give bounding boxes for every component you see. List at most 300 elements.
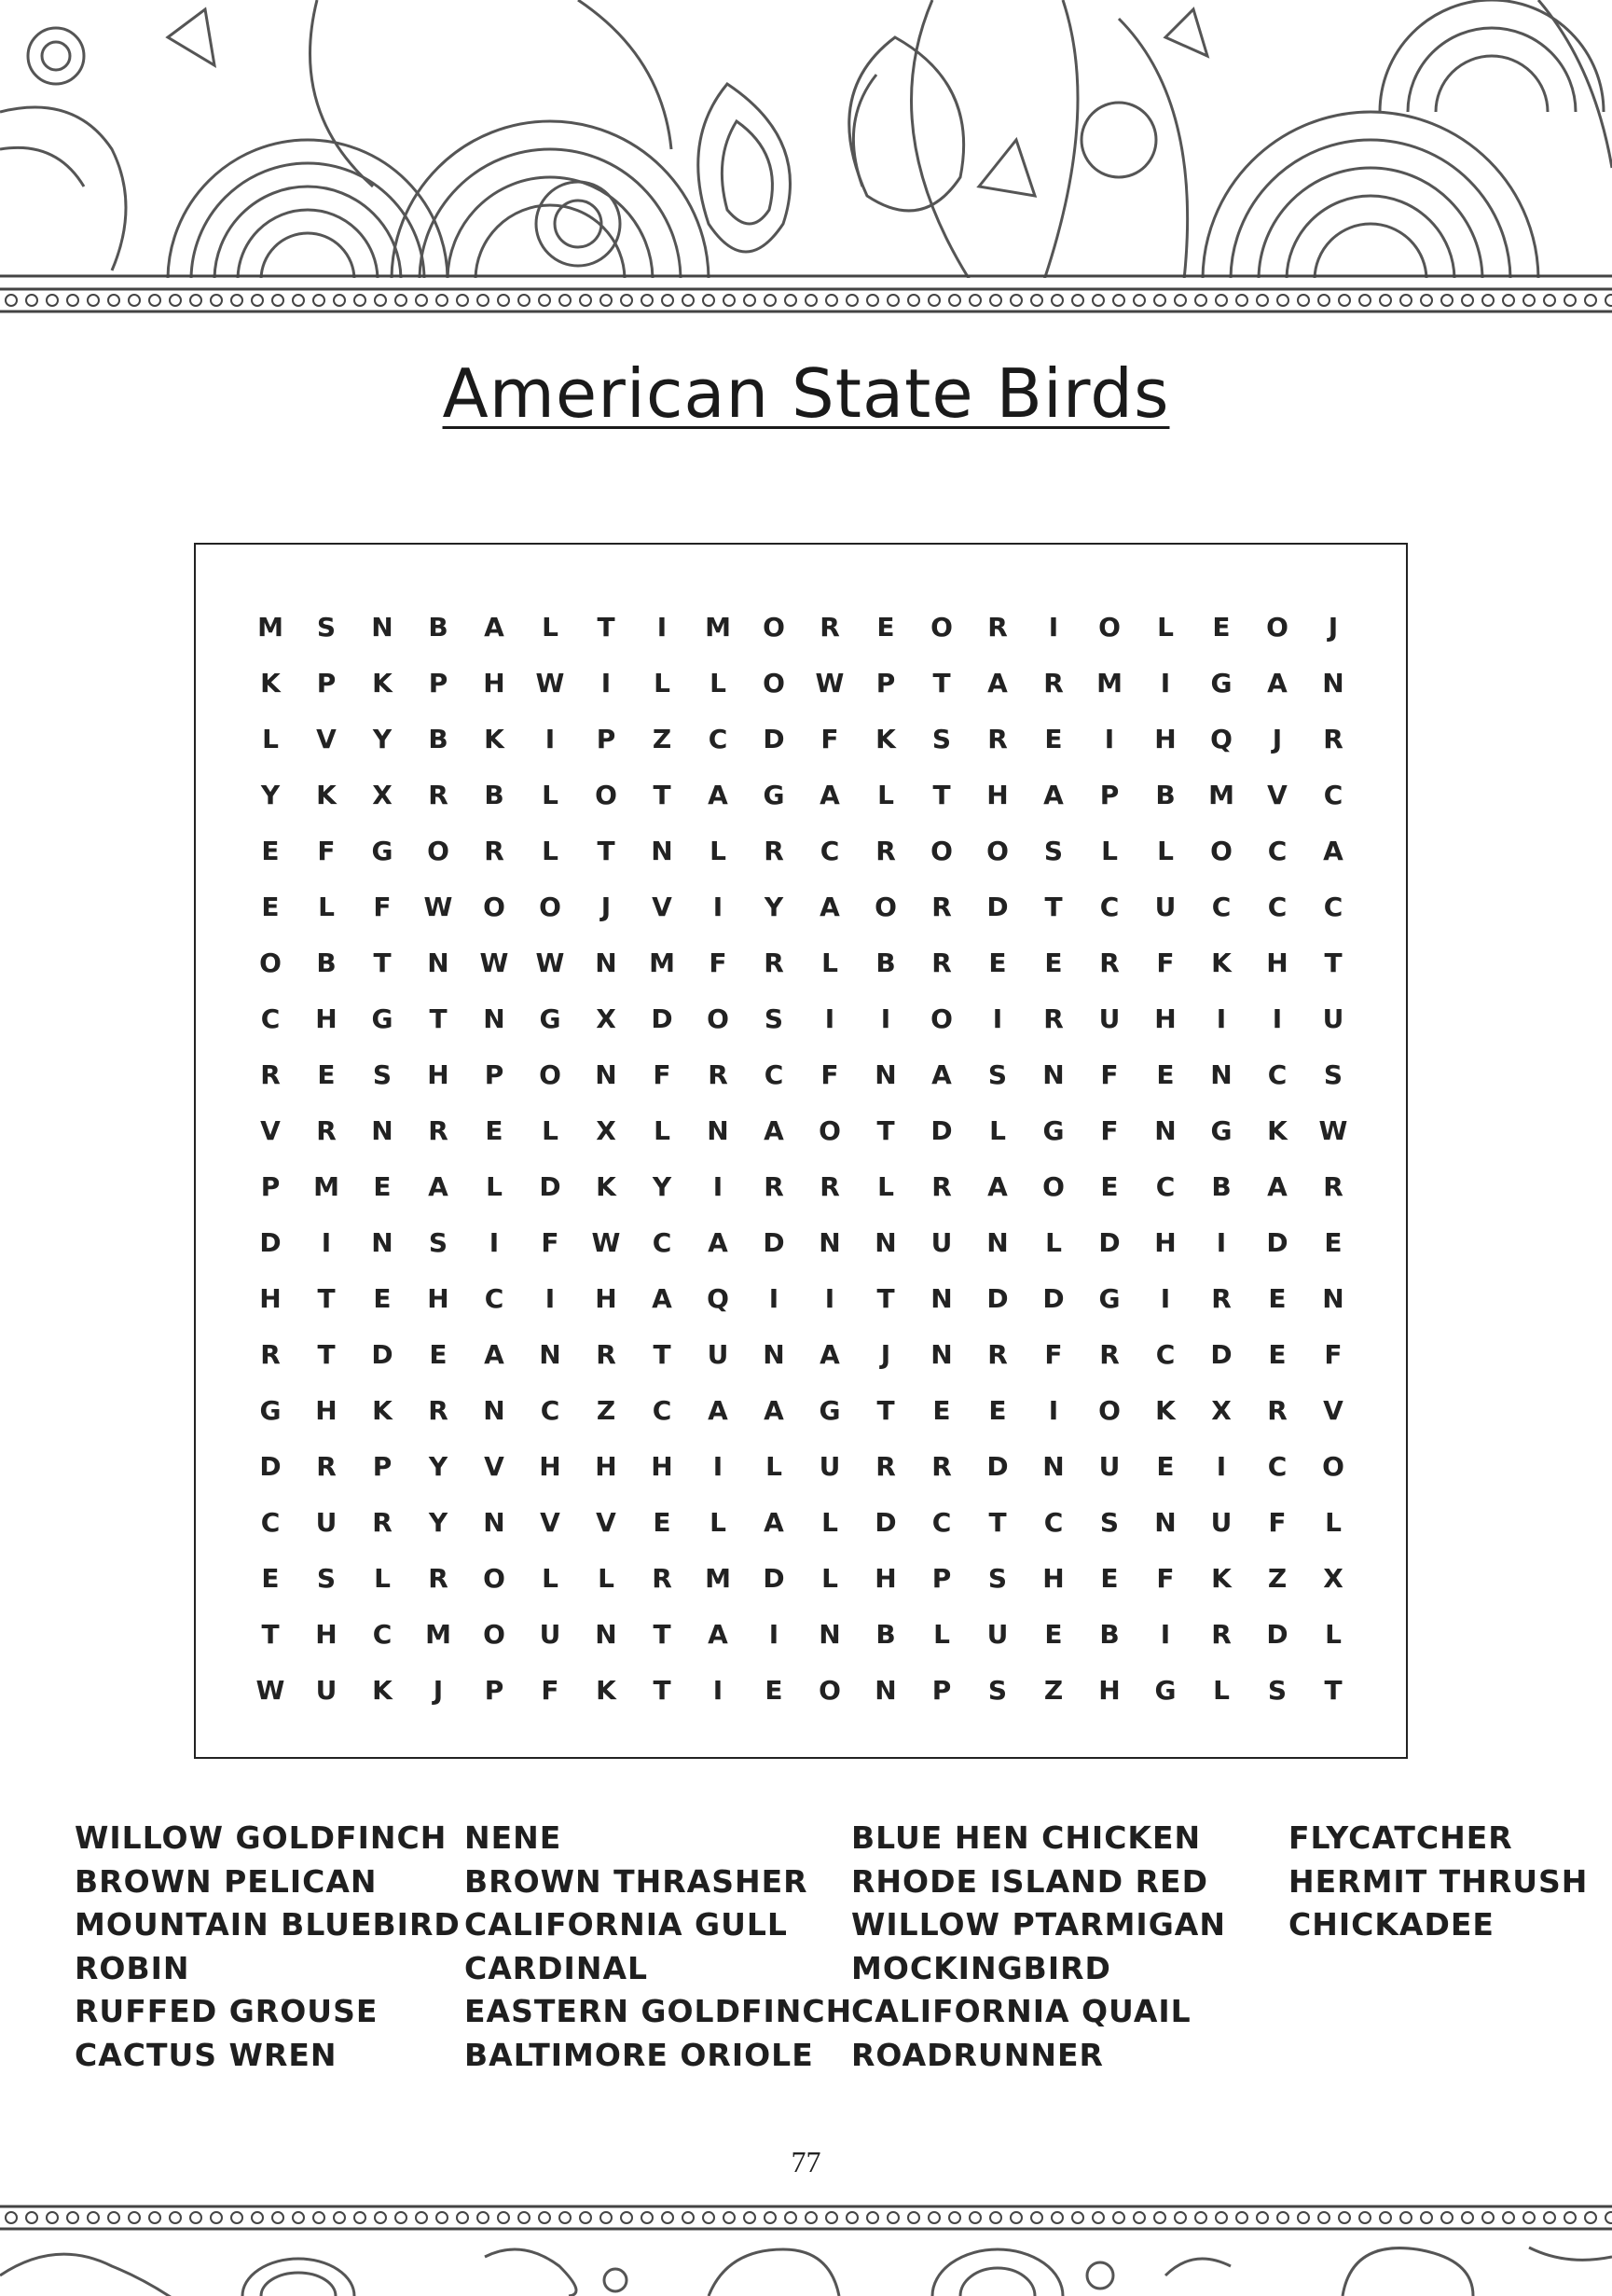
- band-circle: [785, 2212, 796, 2223]
- letter-grid: [242, 599, 1361, 1718]
- grid-letter: V: [316, 723, 337, 754]
- grid-letter: N: [595, 1058, 617, 1090]
- grid-letter: L: [710, 835, 726, 866]
- grid-letter: S: [316, 1562, 337, 1594]
- grid-letter: N: [763, 1338, 785, 1370]
- grid-letter: K: [372, 667, 393, 698]
- grid-letter: C: [540, 1394, 560, 1426]
- grid-letter: D: [1266, 1226, 1288, 1258]
- band-circle: [1544, 295, 1555, 306]
- band-circle: [293, 2212, 304, 2223]
- grid-letter: H: [595, 1450, 617, 1482]
- grid-letter: Z: [596, 1394, 616, 1426]
- grid-letter: I: [1160, 667, 1171, 698]
- grid-letter: D: [1266, 1618, 1288, 1650]
- grid-letter: W: [535, 667, 565, 698]
- grid-letter: A: [1323, 835, 1343, 866]
- grid-letter: G: [819, 1394, 841, 1426]
- grid-letter: H: [539, 1450, 561, 1482]
- grid-letter: D: [371, 1338, 393, 1370]
- band-circle: [1605, 2212, 1612, 2223]
- grid-letter: K: [1267, 1114, 1288, 1146]
- band-circle: [1523, 295, 1535, 306]
- grid-letter: A: [708, 1394, 728, 1426]
- grid-letter: R: [1211, 1618, 1232, 1650]
- grid-letter: S: [987, 1562, 1008, 1594]
- band-circle: [867, 2212, 878, 2223]
- grid-letter: K: [372, 1394, 393, 1426]
- band-circle: [1380, 295, 1391, 306]
- grid-letter: F: [820, 723, 839, 754]
- grid-letter: D: [1042, 1282, 1065, 1314]
- grid-letter: H: [1154, 1226, 1177, 1258]
- band-circle: [1298, 295, 1309, 306]
- grid-letter: O: [539, 1058, 561, 1090]
- grid-letter: E: [1100, 1562, 1119, 1594]
- grid-letter: T: [932, 779, 951, 810]
- grid-letter: M: [313, 1170, 339, 1202]
- band-circle: [580, 2212, 591, 2223]
- grid-letter: T: [597, 611, 615, 643]
- grid-letter: U: [1322, 1003, 1344, 1034]
- band-circle: [1277, 295, 1288, 306]
- grid-letter: R: [820, 1170, 840, 1202]
- grid-letter: N: [651, 835, 673, 866]
- grid-letter: I: [824, 1282, 835, 1314]
- grid-letter: A: [764, 1506, 784, 1538]
- grid-letter: O: [875, 891, 897, 922]
- grid-letter: A: [987, 1170, 1008, 1202]
- band-circle: [703, 2212, 714, 2223]
- grid-letter: W: [535, 947, 565, 978]
- band-circle: [1072, 295, 1083, 306]
- grid-letter: A: [820, 779, 840, 810]
- grid-letter: N: [1210, 1058, 1233, 1090]
- band-circle: [826, 2212, 837, 2223]
- word-bank-item: NENE: [464, 1819, 562, 1856]
- band-circle: [621, 295, 632, 306]
- grid-letter: D: [763, 723, 785, 754]
- grid-letter: F: [1100, 1058, 1119, 1090]
- band-circle: [662, 2212, 673, 2223]
- grid-letter: L: [765, 1450, 782, 1482]
- grid-letter: N: [1154, 1506, 1177, 1538]
- grid-letter: R: [987, 611, 1008, 643]
- grid-letter: U: [1210, 1506, 1233, 1538]
- band-circle: [498, 2212, 509, 2223]
- band-circle: [6, 2212, 17, 2223]
- circle-band-top: [0, 280, 1612, 317]
- grid-letter: F: [1100, 1114, 1119, 1146]
- band-circle: [1400, 2212, 1412, 2223]
- grid-letter: L: [989, 1114, 1006, 1146]
- grid-letter: H: [651, 1450, 673, 1482]
- grid-letter: I: [880, 1003, 891, 1034]
- grid-letter: L: [710, 667, 726, 698]
- grid-letter: M: [1096, 667, 1123, 698]
- grid-letter: P: [875, 667, 896, 698]
- band-circle: [1052, 295, 1063, 306]
- grid-letter: R: [428, 779, 448, 810]
- band-circle: [970, 295, 981, 306]
- band-circle: [26, 2212, 37, 2223]
- grid-letter: J: [600, 891, 612, 922]
- grid-letter: I: [489, 1226, 500, 1258]
- grid-letter: N: [875, 1674, 897, 1706]
- band-circle: [723, 295, 735, 306]
- band-circle: [108, 2212, 119, 2223]
- grid-letter: O: [707, 1003, 729, 1034]
- grid-letter: T: [876, 1114, 895, 1146]
- grid-letter: E: [373, 1170, 392, 1202]
- grid-letter: N: [930, 1282, 953, 1314]
- band-circle: [1175, 2212, 1186, 2223]
- band-circle: [765, 2212, 776, 2223]
- grid-letter: X: [596, 1003, 616, 1034]
- band-circle: [621, 2212, 632, 2223]
- band-circle: [170, 295, 181, 306]
- band-circle: [252, 295, 263, 306]
- grid-letter: B: [316, 947, 337, 978]
- band-circle: [1072, 2212, 1083, 2223]
- grid-letter: F: [1044, 1338, 1063, 1370]
- page-title-text: American State Birds: [442, 354, 1170, 433]
- grid-letter: T: [653, 1338, 671, 1370]
- grid-letter: I: [1160, 1282, 1171, 1314]
- band-circle: [806, 295, 817, 306]
- grid-letter: E: [932, 1394, 951, 1426]
- band-circle: [1154, 295, 1165, 306]
- grid-letter: I: [1216, 1003, 1227, 1034]
- grid-letter: A: [652, 1282, 672, 1314]
- grid-letter: U: [1098, 1003, 1121, 1034]
- band-circle: [518, 295, 530, 306]
- grid-letter: B: [484, 779, 504, 810]
- grid-letter: U: [986, 1618, 1009, 1650]
- grid-letter: I: [712, 1450, 723, 1482]
- grid-letter: H: [1098, 1674, 1121, 1706]
- grid-letter: A: [1267, 1170, 1288, 1202]
- grid-letter: N: [930, 1338, 953, 1370]
- grid-letter: I: [768, 1282, 779, 1314]
- grid-letter: N: [483, 1506, 505, 1538]
- grid-letter: K: [260, 667, 281, 698]
- grid-letter: U: [1154, 891, 1177, 922]
- grid-letter: T: [653, 1618, 671, 1650]
- band-circle: [847, 2212, 858, 2223]
- band-circle: [1318, 295, 1330, 306]
- grid-letter: R: [931, 1170, 952, 1202]
- circle-band-bottom: [0, 2201, 1612, 2238]
- word-bank-item: CARDINAL: [464, 1949, 649, 1986]
- grid-letter: M: [649, 947, 675, 978]
- band-circle: [888, 2212, 899, 2223]
- grid-letter: I: [712, 891, 723, 922]
- grid-letter: E: [261, 1562, 280, 1594]
- grid-letter: S: [987, 1674, 1008, 1706]
- grid-letter: T: [932, 667, 951, 698]
- grid-letter: F: [1156, 947, 1175, 978]
- grid-letter: R: [428, 1562, 448, 1594]
- grid-letter: R: [764, 947, 784, 978]
- grid-letter: B: [1211, 1170, 1232, 1202]
- grid-letter: P: [1099, 779, 1120, 810]
- grid-letter: N: [427, 947, 449, 978]
- band-circle: [211, 2212, 222, 2223]
- band-circle: [1564, 2212, 1576, 2223]
- grid-letter: O: [595, 779, 617, 810]
- grid-letter: S: [1323, 1058, 1343, 1090]
- grid-letter: V: [260, 1114, 281, 1146]
- word-bank-item: MOUNTAIN BLUEBIRD: [75, 1906, 461, 1943]
- grid-letter: P: [484, 1674, 504, 1706]
- grid-letter: R: [987, 1338, 1008, 1370]
- grid-letter: L: [1213, 1674, 1230, 1706]
- grid-letter: R: [875, 835, 896, 866]
- grid-letter: C: [260, 1003, 281, 1034]
- grid-letter: T: [261, 1618, 280, 1650]
- word-bank-item: BALTIMORE ORIOLE: [464, 2036, 814, 2073]
- grid-letter: R: [1211, 1282, 1232, 1314]
- word-bank-item: CALIFORNIA QUAIL: [851, 1993, 1192, 2029]
- word-column-2: [464, 1817, 852, 2077]
- grid-letter: R: [931, 1450, 952, 1482]
- grid-letter: P: [260, 1170, 281, 1202]
- band-circle: [662, 295, 673, 306]
- band-circle: [744, 2212, 755, 2223]
- band-circle: [1339, 2212, 1350, 2223]
- grid-letter: R: [1099, 947, 1120, 978]
- grid-letter: N: [539, 1338, 561, 1370]
- band-circle: [1503, 2212, 1514, 2223]
- grid-letter: R: [428, 1394, 448, 1426]
- band-circle: [641, 2212, 653, 2223]
- grid-letter: R: [1043, 667, 1064, 698]
- grid-letter: I: [1160, 1618, 1171, 1650]
- band-circle: [1462, 295, 1473, 306]
- grid-letter: C: [1267, 891, 1288, 922]
- grid-letter: O: [259, 947, 282, 978]
- grid-letter: U: [315, 1506, 338, 1538]
- band-circle: [641, 295, 653, 306]
- grid-letter: K: [1211, 947, 1232, 978]
- band-circle: [1585, 2212, 1596, 2223]
- band-circle: [1011, 295, 1022, 306]
- band-circle: [539, 295, 550, 306]
- band-circle: [477, 295, 489, 306]
- grid-letter: A: [820, 891, 840, 922]
- grid-letter: D: [986, 1450, 1009, 1482]
- band-circle: [1482, 2212, 1494, 2223]
- word-bank-item: BROWN PELICAN: [75, 1862, 378, 1900]
- band-circle: [67, 2212, 78, 2223]
- grid-letter: N: [819, 1226, 841, 1258]
- grid-letter: O: [763, 611, 785, 643]
- grid-letter: R: [987, 723, 1008, 754]
- band-circle: [149, 2212, 160, 2223]
- band-circle: [1216, 2212, 1227, 2223]
- grid-letter: D: [1098, 1226, 1121, 1258]
- band-circle: [457, 295, 468, 306]
- band-circle: [518, 2212, 530, 2223]
- grid-letter: T: [1324, 947, 1343, 978]
- grid-letter: P: [428, 667, 448, 698]
- band-circle: [272, 295, 283, 306]
- word-bank-item: ROADRUNNER: [851, 2036, 1104, 2073]
- grid-letter: Y: [428, 1450, 448, 1482]
- band-circle: [1400, 295, 1412, 306]
- grid-letter: G: [1210, 667, 1233, 698]
- grid-letter: C: [1267, 835, 1288, 866]
- grid-letter: I: [712, 1674, 723, 1706]
- grid-letter: L: [542, 779, 558, 810]
- grid-letter: A: [931, 1058, 952, 1090]
- band-circle: [929, 295, 940, 306]
- grid-letter: O: [930, 1003, 953, 1034]
- grid-letter: W: [815, 667, 845, 698]
- band-circle: [1031, 2212, 1042, 2223]
- band-circle: [990, 295, 1001, 306]
- grid-letter: A: [987, 667, 1008, 698]
- grid-letter: C: [931, 1506, 952, 1538]
- grid-letter: L: [598, 1562, 614, 1594]
- grid-letter: E: [1100, 1170, 1119, 1202]
- grid-letter: F: [653, 1058, 671, 1090]
- grid-letter: C: [652, 1394, 672, 1426]
- grid-letter: O: [1098, 1394, 1121, 1426]
- grid-letter: F: [541, 1226, 559, 1258]
- grid-letter: D: [763, 1562, 785, 1594]
- grid-letter: H: [427, 1282, 449, 1314]
- grid-letter: G: [539, 1003, 561, 1034]
- grid-letter: Y: [428, 1506, 448, 1538]
- band-circle: [1257, 295, 1268, 306]
- grid-letter: Y: [260, 779, 281, 810]
- band-circle: [1134, 2212, 1145, 2223]
- band-circle: [1236, 295, 1247, 306]
- grid-letter: T: [876, 1282, 895, 1314]
- grid-letter: K: [372, 1674, 393, 1706]
- grid-letter: C: [1267, 1058, 1288, 1090]
- band-circle: [559, 295, 571, 306]
- grid-letter: O: [483, 1618, 505, 1650]
- grid-letter: E: [1156, 1058, 1175, 1090]
- band-circle: [436, 2212, 448, 2223]
- grid-letter: C: [372, 1618, 393, 1650]
- grid-letter: F: [317, 835, 336, 866]
- grid-letter: L: [542, 1562, 558, 1594]
- grid-letter: E: [1156, 1450, 1175, 1482]
- band-circle: [1113, 295, 1124, 306]
- grid-letter: C: [1267, 1450, 1288, 1482]
- grid-letter: H: [1154, 1003, 1177, 1034]
- grid-letter: R: [931, 891, 952, 922]
- band-circle: [108, 295, 119, 306]
- grid-letter: X: [596, 1114, 616, 1146]
- grid-letter: N: [483, 1394, 505, 1426]
- grid-letter: N: [595, 947, 617, 978]
- grid-letter: W: [255, 1674, 285, 1706]
- grid-letter: T: [653, 1674, 671, 1706]
- grid-letter: N: [819, 1618, 841, 1650]
- grid-letter: L: [542, 1114, 558, 1146]
- word-bank-item: CHICKADEE: [1288, 1906, 1495, 1943]
- grid-letter: H: [595, 1282, 617, 1314]
- grid-letter: L: [318, 891, 335, 922]
- grid-letter: H: [315, 1003, 338, 1034]
- band-circle: [765, 295, 776, 306]
- grid-letter: E: [429, 1338, 448, 1370]
- grid-letter: I: [992, 1003, 1003, 1034]
- grid-letter: H: [483, 667, 505, 698]
- grid-letter: J: [1272, 723, 1283, 754]
- grid-letter: X: [372, 779, 393, 810]
- grid-letter: R: [484, 835, 504, 866]
- grid-letter: I: [1048, 611, 1059, 643]
- grid-letter: O: [1266, 611, 1288, 643]
- band-circle: [313, 295, 324, 306]
- grid-letter: K: [316, 779, 337, 810]
- grid-letter: R: [260, 1058, 281, 1090]
- band-circle: [354, 2212, 365, 2223]
- band-circle: [88, 295, 99, 306]
- grid-letter: F: [1268, 1506, 1287, 1538]
- band-circle: [498, 295, 509, 306]
- grid-letter: B: [1099, 1618, 1120, 1650]
- band-circle: [723, 2212, 735, 2223]
- grid-letter: B: [428, 723, 448, 754]
- grid-letter: J: [1328, 611, 1339, 643]
- grid-letter: O: [427, 835, 449, 866]
- grid-letter: I: [1216, 1450, 1227, 1482]
- grid-letter: A: [708, 779, 728, 810]
- grid-letter: R: [820, 611, 840, 643]
- grid-letter: M: [1208, 779, 1234, 810]
- word-bank-item: WILLOW GOLDFINCH: [75, 1819, 448, 1856]
- grid-letter: N: [986, 1226, 1009, 1258]
- grid-letter: R: [1267, 1394, 1288, 1426]
- band-circle: [1523, 2212, 1535, 2223]
- band-circle: [416, 295, 427, 306]
- grid-letter: E: [988, 1394, 1007, 1426]
- grid-letter: C: [260, 1506, 281, 1538]
- grid-letter: O: [930, 611, 953, 643]
- band-circle: [1195, 295, 1206, 306]
- grid-letter: A: [764, 1394, 784, 1426]
- band-circle: [600, 295, 612, 306]
- band-circle: [1564, 295, 1576, 306]
- grid-letter: O: [1210, 835, 1233, 866]
- grid-letter: W: [591, 1226, 621, 1258]
- band-circle: [457, 2212, 468, 2223]
- grid-letter: E: [1324, 1226, 1343, 1258]
- grid-letter: E: [876, 611, 895, 643]
- grid-letter: P: [596, 723, 616, 754]
- grid-letter: I: [321, 1226, 332, 1258]
- band-circle: [190, 295, 201, 306]
- grid-letter: W: [423, 891, 453, 922]
- grid-letter: E: [317, 1058, 336, 1090]
- grid-letter: R: [596, 1338, 616, 1370]
- grid-letter: R: [708, 1058, 728, 1090]
- grid-letter: S: [372, 1058, 393, 1090]
- band-circle: [949, 2212, 960, 2223]
- decorative-header-border: [0, 0, 1612, 278]
- grid-letter: L: [710, 1506, 726, 1538]
- grid-letter: A: [1267, 667, 1288, 698]
- band-circle: [129, 2212, 140, 2223]
- band-circle: [1482, 295, 1494, 306]
